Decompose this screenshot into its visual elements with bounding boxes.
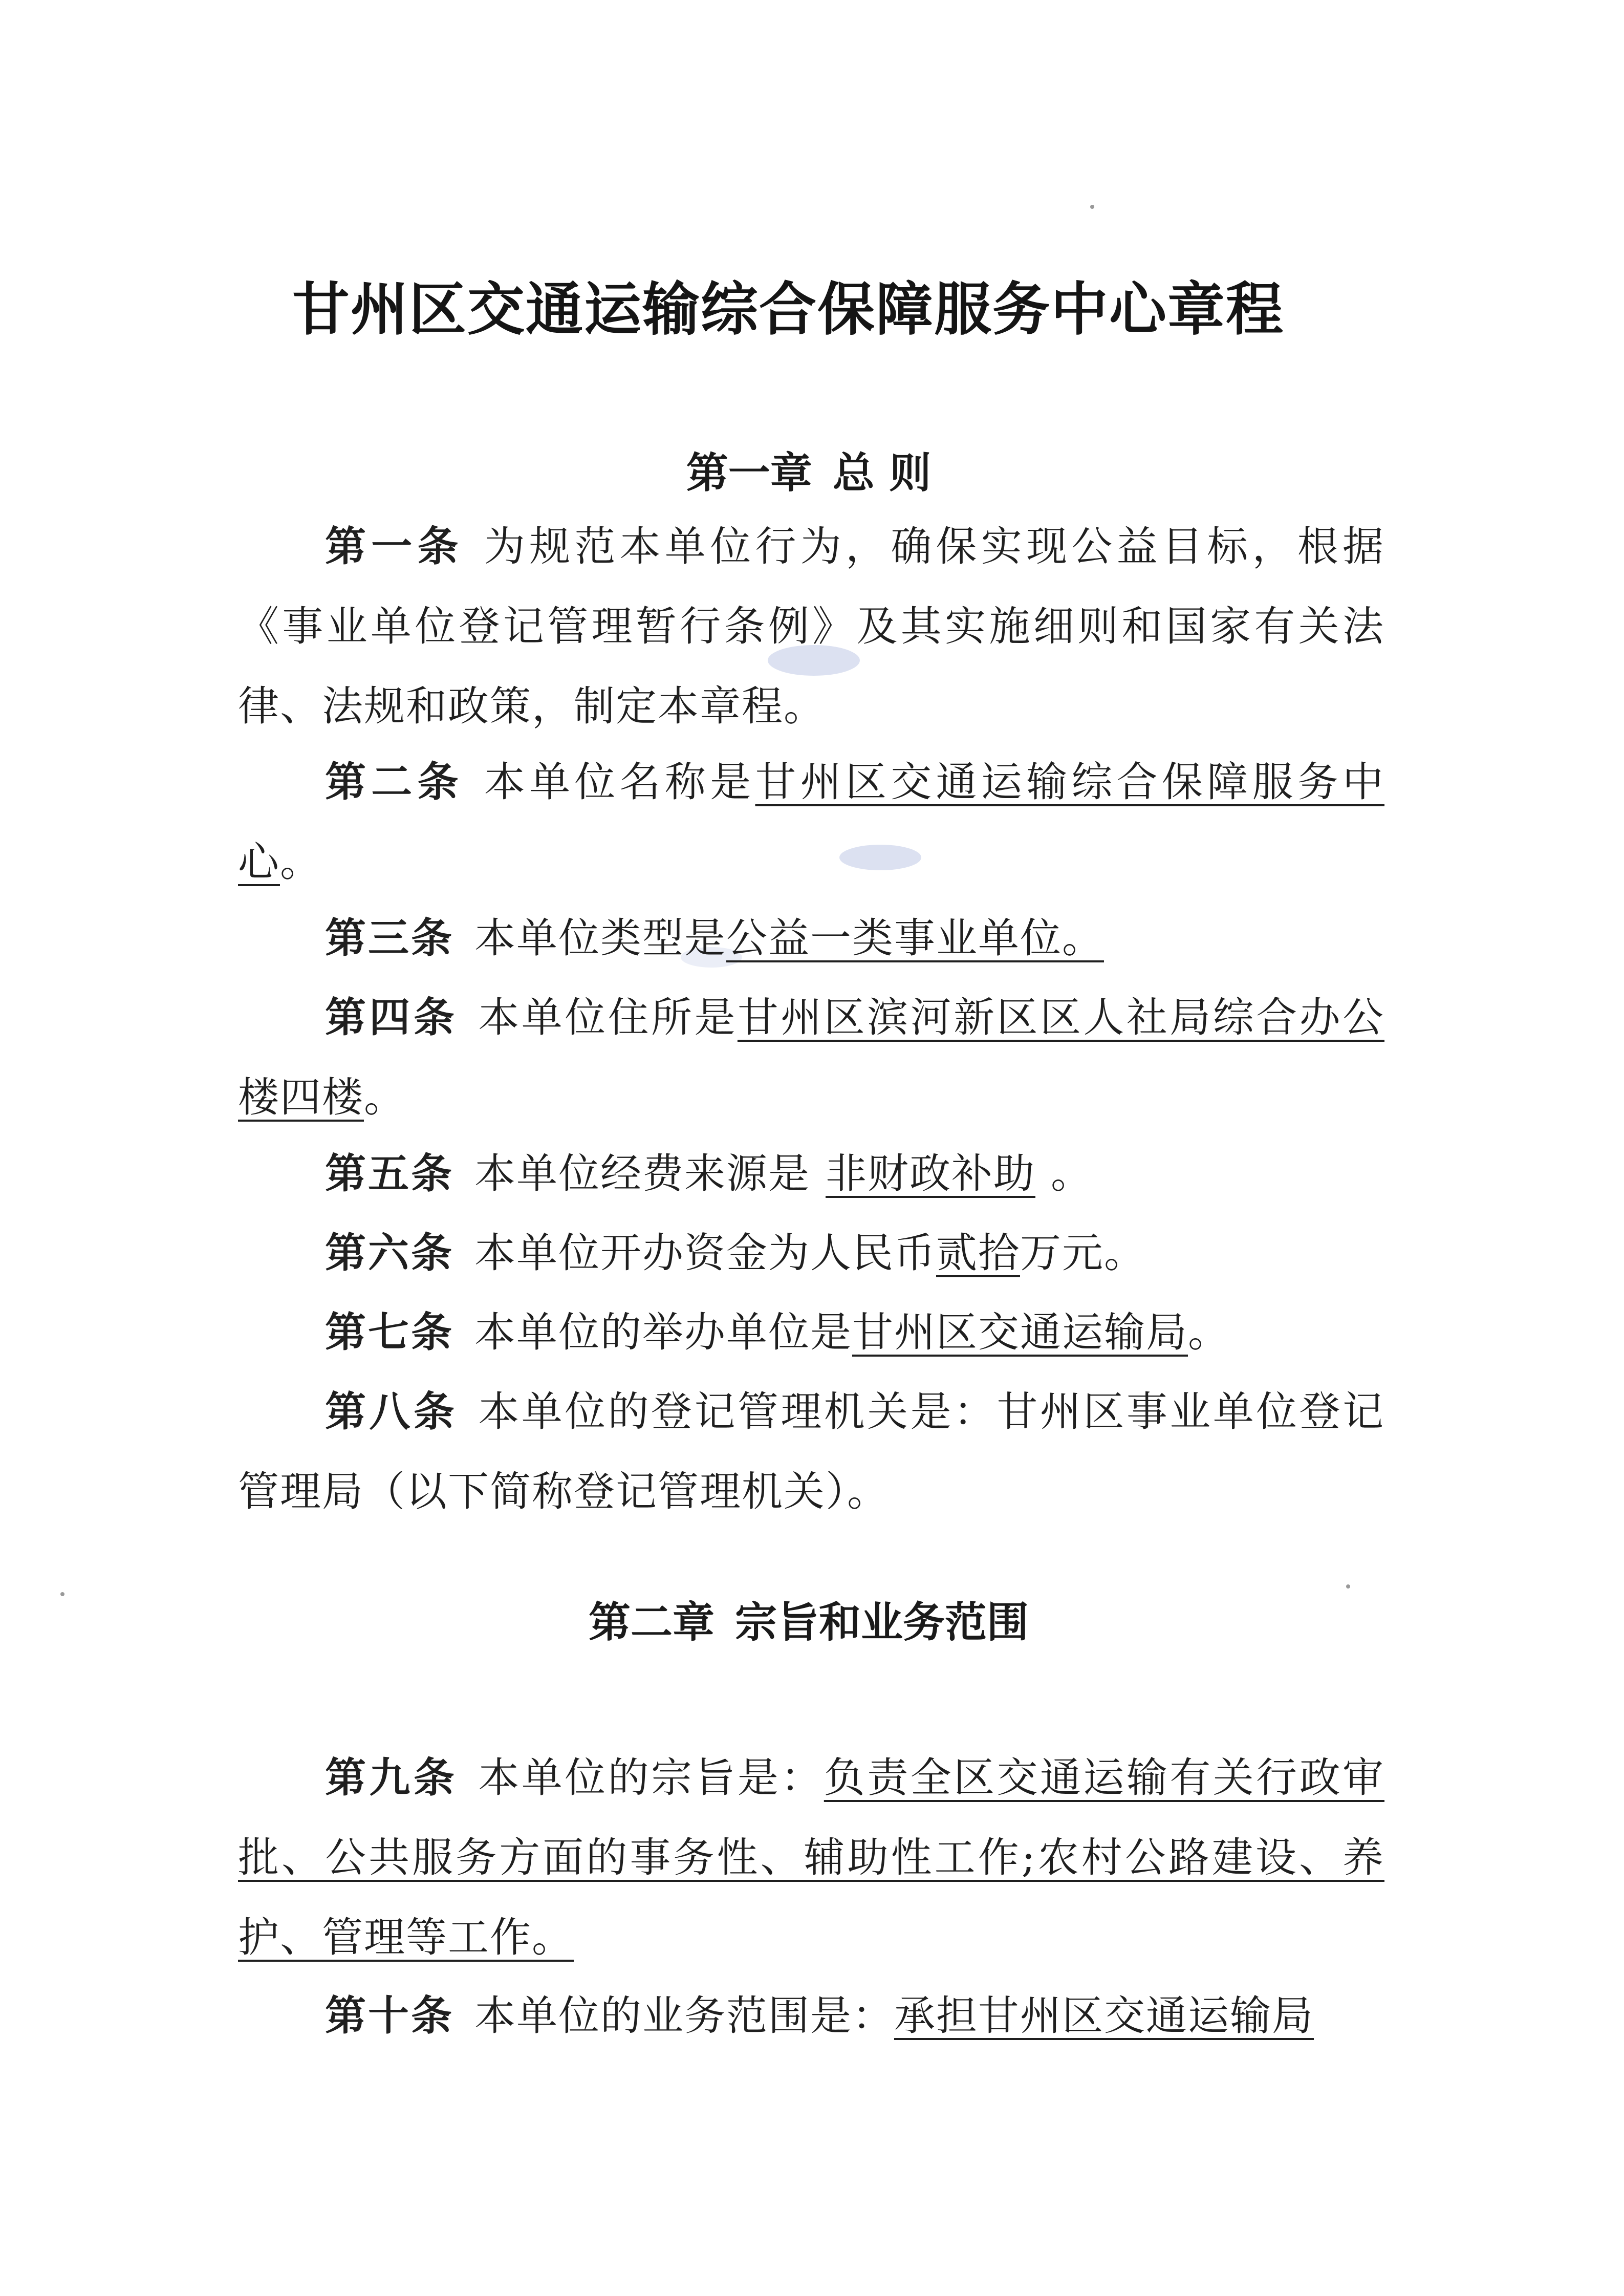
article-10-value: 承担甘州区交通运输局 [894,1992,1314,2040]
article-7-prefix: 本单位的举办单位是 [474,1308,852,1356]
article-9-label: 第九条 [325,1754,458,1801]
document-title: 甘州区交通运输综合保障服务中心章程 [292,276,1284,343]
scan-dot [1090,205,1094,209]
scan-dot [1346,1584,1350,1589]
chapter-1-heading [235,445,1382,502]
article-7-label: 第七条 [325,1308,454,1356]
article-8-text: 本单位的登记管理机关是：甘州区事业单位登记管理局（以下简称登记管理机关）。 [238,1388,1385,1515]
article-2-label: 第二条 [325,758,464,806]
chapter-2-number: 第二章 [588,1598,714,1647]
article-1-label: 第一条 [325,523,464,570]
article-2-value: 甘州区交通运输综合保障服务中心 [238,758,1385,886]
article-3-value: 公益一类事业单位。 [726,914,1104,962]
article-1-text: 为规范本单位行为，确保实现公益目标，根据《事业单位登记管理暂行条例》及其实施细则和国家有关法律、法规和政策，制定本章程。 [238,523,1385,730]
article-8 [238,1372,1384,1532]
article-3-label: 第三条 [325,914,454,962]
article-9-prefix: 本单位的宗旨是： [478,1754,824,1801]
article-1 [238,507,1384,746]
article-4 [238,978,1384,1138]
article-10 [238,1976,1384,2056]
article-10-prefix: 本单位的业务范围是： [474,1992,894,2040]
article-2 [238,742,1384,902]
article-4-label: 第四条 [325,994,458,1041]
article-7 [238,1293,1384,1372]
chapter-2-name: 宗旨和业务范围 [735,1598,1029,1647]
article-6-suffix: 万元。 [1020,1229,1146,1277]
article-4-suffix: 。 [364,1074,406,1121]
article-5-suffix: 。 [1051,1150,1093,1197]
article-6 [238,1213,1384,1293]
article-5-label: 第五条 [325,1150,454,1197]
article-9-value: 负责全区交通运输有关行政审批、公共服务方面的事务性、辅助性工作;农村公路建设、养护、管理等工作。 [238,1754,1385,1961]
article-5 [238,1134,1384,1214]
article-6-prefix: 本单位开办资金为人民币 [474,1229,936,1277]
article-2-suffix: 。 [280,838,322,886]
article-5-prefix: 本单位经费来源是 [474,1150,810,1197]
article-3-prefix: 本单位类型是 [474,914,726,962]
article-9 [238,1738,1384,1978]
article-10-label: 第十条 [325,1992,454,2040]
article-5-value: 非财政补助 [826,1150,1035,1197]
chapter-2-heading [235,1595,1382,1651]
chapter-1-number: 第一章 [686,449,812,498]
article-4-prefix: 本单位住所是 [478,994,738,1041]
article-4-value: 甘州区滨河新区区人社局综合办公楼四楼 [238,994,1385,1121]
article-2-prefix: 本单位名称是 [484,758,755,806]
article-8-label: 第八条 [325,1388,458,1435]
article-6-value: 贰拾 [936,1229,1020,1277]
article-7-value: 甘州区交通运输局 [852,1308,1188,1356]
article-6-label: 第六条 [325,1229,454,1277]
chapter-1-name: 总 则 [832,449,932,498]
scan-dot [60,1592,64,1596]
article-3 [238,898,1384,978]
article-7-suffix: 。 [1188,1308,1230,1356]
